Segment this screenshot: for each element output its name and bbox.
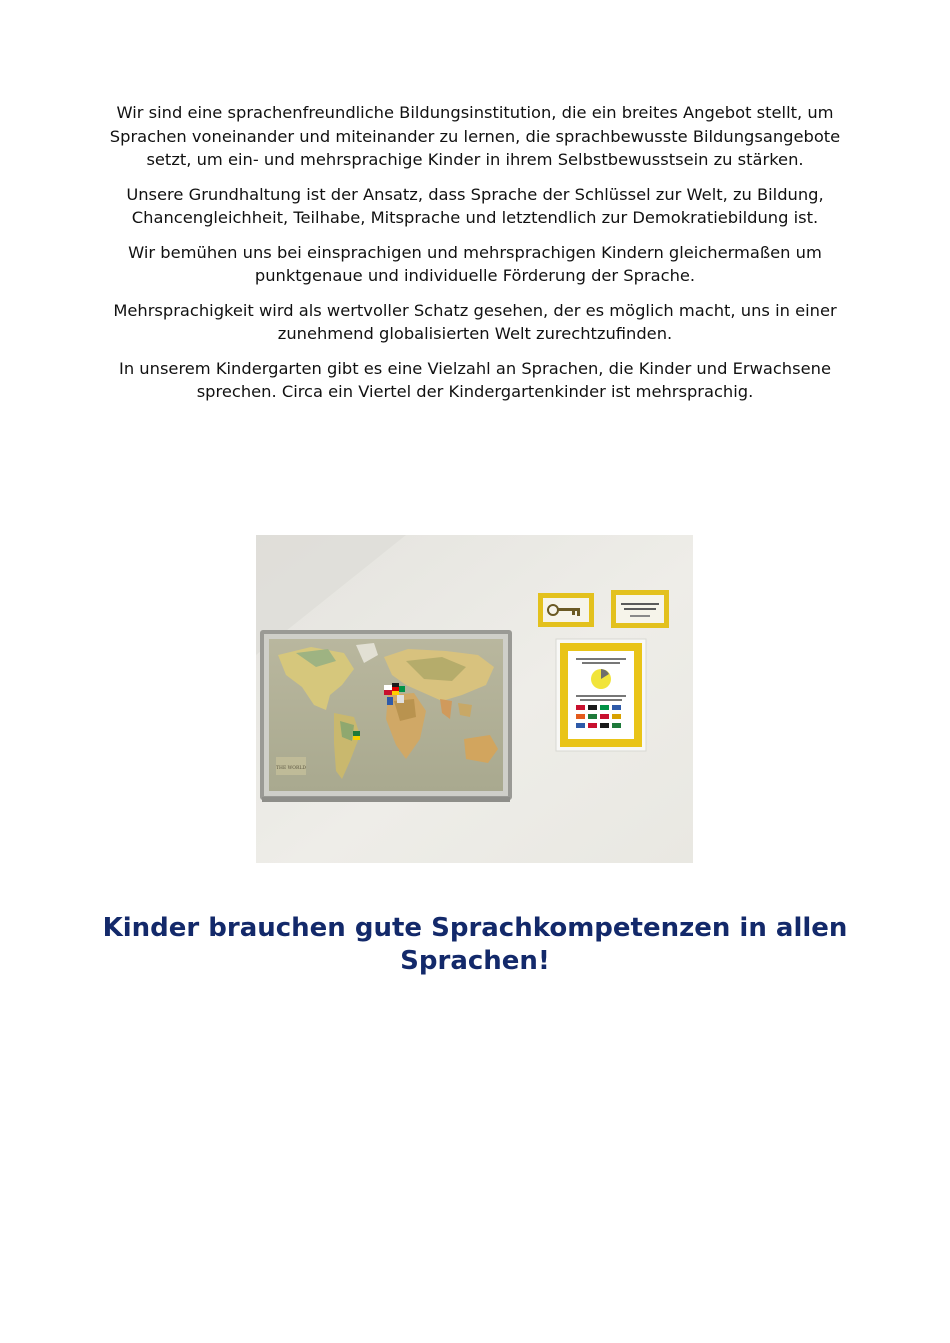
paragraph-5: In unserem Kindergarten gibt es eine Vielzahl an Sprachen, die Kinder und Erwachsene sprechen. Circa ein Viertel der Kindergartenkinder ist mehrsprachig. — [119, 358, 831, 401]
paragraph-1: Wir sind eine sprachenfreundliche Bildungsinstitution, die ein breites Angebot stellt, um Sprachen voneinander und miteinander zu lernen, die sprachbewusste Bildungsangebote setzt, um ein- und mehrsprachige Kinder in ihrem Selbstbewusstsein zu stärken. — [109, 103, 841, 169]
wall-photo — [256, 535, 693, 863]
map-title: THE WORLD — [276, 766, 306, 771]
intro-text — [100, 101, 850, 415]
poster-frame — [556, 639, 646, 751]
headline: Kinder brauchen gute Sprachkompetenzen in allen Sprachen! — [102, 913, 848, 976]
paragraph-2: Unsere Grundhaltung ist der Ansatz, dass Sprache der Schlüssel zur Welt, zu Bildung, Chancengleichheit, Teilhabe, Mitsprache und letztendlich zur Demokratiebildung ist. — [126, 184, 824, 227]
quote-frame — [611, 590, 669, 628]
paragraph-4: Mehrsprachigkeit wird als wertvoller Schatz gesehen, der es möglich macht, uns in einer zunehmend globalisierten Welt zurechtzufinden. — [113, 300, 837, 343]
wall-photo-illustration — [256, 535, 693, 863]
paragraph-3: Wir bemühen uns bei einsprachigen und mehrsprachigen Kindern gleichermaßen um punktgenaue und individuelle Förderung der Sprache. — [128, 242, 822, 285]
world-map-board — [260, 630, 512, 802]
key-frame — [538, 593, 594, 627]
